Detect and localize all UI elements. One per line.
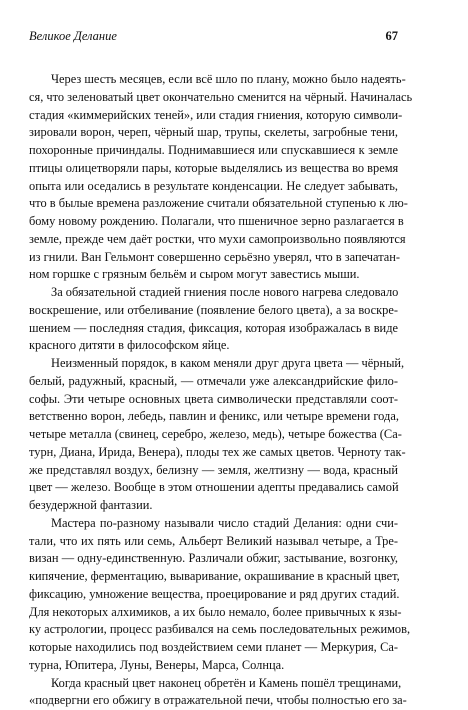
text-line: ветственно ворон, лебедь, павлин и феникс, или четыре времени года, <box>29 408 398 426</box>
text-line: тали, что их пять или семь, Альберт Великий называл четыре, а Тре- <box>29 533 398 551</box>
text-line: ном горшке с грязным бельём и сыром могут завестись мыши. <box>29 266 398 284</box>
text-line: зировали ворон, череп, чёрный шар, трупы, скелеты, загробные тени, <box>29 124 398 142</box>
paragraph <box>29 71 398 284</box>
paragraph <box>29 515 398 675</box>
text-line: «подвергни его обжигу в отражательной печи, чтобы полностью его за- <box>29 692 398 710</box>
text-line: опыта или оседались в результате конденсации. Не следует забывать, <box>29 178 398 196</box>
text-line: четыре металла (свинец, серебро, железо, медь), четыре божества (Са- <box>29 426 398 444</box>
text-line: софы. Эти четыре основных цвета символически представляли соот- <box>29 391 398 409</box>
text-line: За обязательной стадией гниения после нового нагрева следовало <box>29 284 398 302</box>
text-line: цвет — железо. Вообще в этом отношении адепты предавались самой <box>29 479 398 497</box>
text-line: фиксацию, умножение вещества, проецирование и ряд других стадий. <box>29 586 398 604</box>
text-line: ку астрологии, процесс разбивался на семь последовательных режимов, <box>29 621 398 639</box>
page-number: 67 <box>386 29 399 44</box>
text-line: Для некоторых алхимиков, а их было немало, более привычных к язы- <box>29 604 398 622</box>
text-line: воскрешение, или отбеливание (появление белого цвета), а за воскре- <box>29 302 398 320</box>
running-head <box>29 29 398 47</box>
running-title: Великое Делание <box>29 29 117 44</box>
text-line: турн, Диана, Ирида, Венера), плоды тех же самых цветов. Черноту так- <box>29 444 398 462</box>
text-line: турна, Юпитера, Луны, Венеры, Марса, Солнца. <box>29 657 398 675</box>
text-line: Неизменный порядок, в каком меняли друг друга цвета — чёрный, <box>29 355 398 373</box>
text-line: птицы олицетворяли пары, которые выделялись из вещества во время <box>29 160 398 178</box>
text-line: же представлял воздух, белизну — земля, желтизну — вода, красный <box>29 462 398 480</box>
text-line: бому новому рождению. Полагали, что пшеничное зерно разлагается в <box>29 213 398 231</box>
paragraph <box>29 284 398 355</box>
text-line: белый, радужный, красный, — отмечали уже александрийские фило- <box>29 373 398 391</box>
text-line: визан — одну-единственную. Различали обжиг, застывание, возгонку, <box>29 550 398 568</box>
text-line: похоронные причиндалы. Поднимавшиеся или спускавшиеся к земле <box>29 142 398 160</box>
text-line: шением — последняя стадия, фиксация, которая изображалась в виде <box>29 320 398 338</box>
text-line: Мастера по-разному называли число стадий Делания: одни счи- <box>29 515 398 533</box>
text-line: из гнили. Ван Гельмонт совершенно серьёзно уверял, что в запечатан- <box>29 249 398 267</box>
text-line: стадия «киммерийских теней», или стадия гниения, которую символи- <box>29 107 398 125</box>
text-line: красного дитяти в философском яйце. <box>29 337 398 355</box>
text-line: Когда красный цвет наконец обретён и Камень пошёл трещинами, <box>29 675 398 693</box>
body-text <box>29 71 398 710</box>
text-line: земле, прежде чем даёт ростки, что мухи самопроизвольно появляются <box>29 231 398 249</box>
text-line: безудержной фантазии. <box>29 497 398 515</box>
text-line: кипячение, ферментацию, вываривание, окрашивание в красный цвет, <box>29 568 398 586</box>
text-line: которые находились под воздействием семи планет — Меркурия, Са- <box>29 639 398 657</box>
text-line: Через шесть месяцев, если всё шло по плану, можно было надеять- <box>29 71 398 89</box>
text-line: что в былые времена разложение считали обязательной ступенью к лю- <box>29 195 398 213</box>
paragraph <box>29 675 398 710</box>
text-line: ся, что зеленоватый цвет окончательно сменится на чёрный. Начиналась <box>29 89 398 107</box>
paragraph <box>29 355 398 515</box>
